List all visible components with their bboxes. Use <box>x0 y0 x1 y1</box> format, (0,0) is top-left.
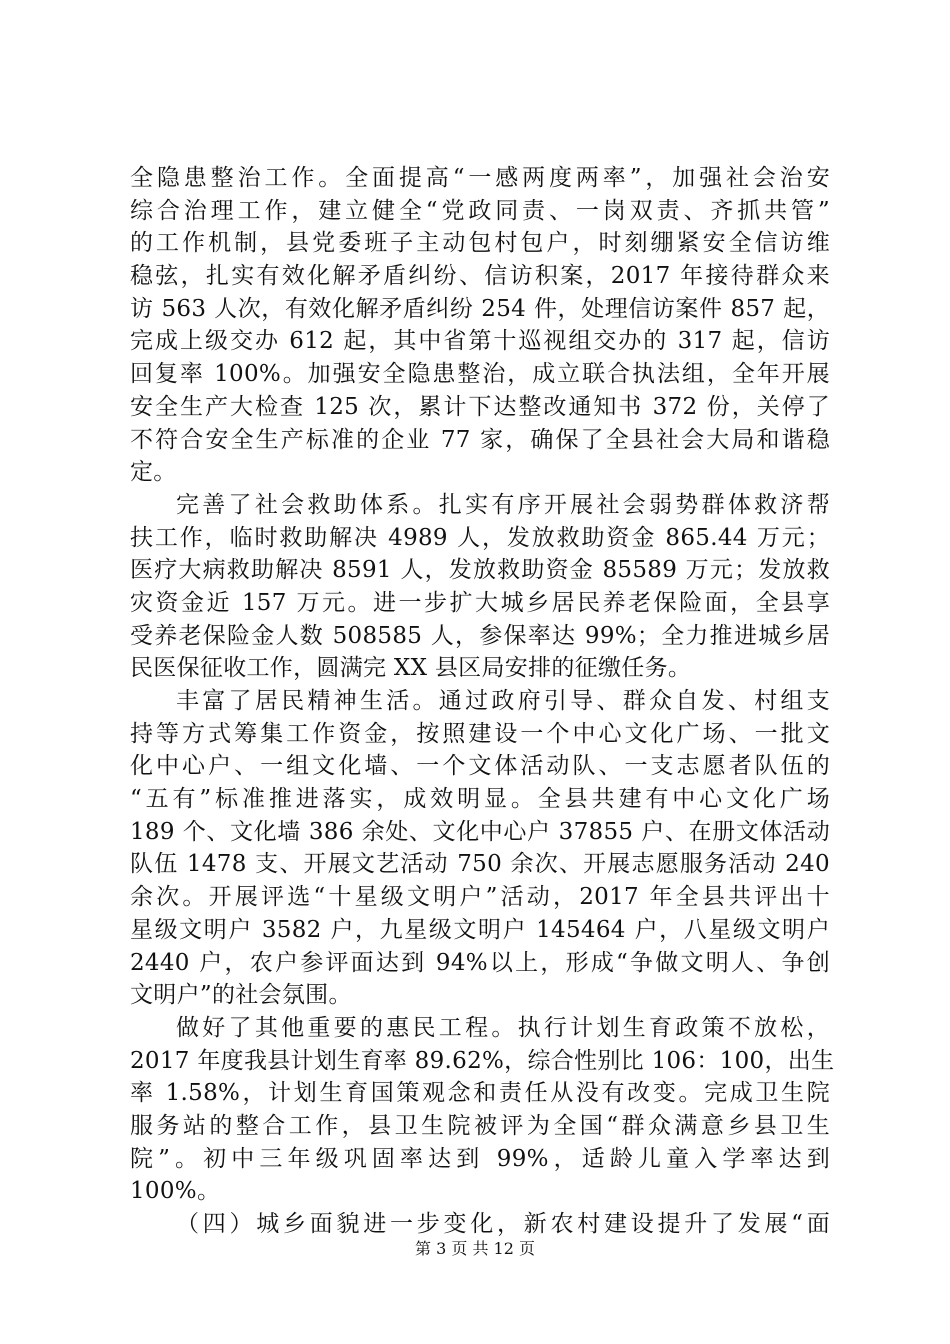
text-line: 定。 <box>130 459 177 486</box>
text-line: 服务站的整合工作，县卫生院被评为全国“群众满意乡县卫生 <box>130 1112 830 1139</box>
text-line: 完善了社会救助体系。扎实有序开展社会弱势群体救济帮 <box>176 491 830 518</box>
text-line: 受养老保险金人数 508585 人，参保率达 99%；全力推进城乡居 <box>130 622 830 649</box>
text-line: 文明户”的社会氛围。 <box>130 982 352 1009</box>
text-line: 院”。初中三年级巩固率达到 99%，适龄儿童入学率达到 <box>130 1145 830 1172</box>
text-line: 化中心户、一组文化墙、一个文体活动队、一支志愿者队伍的 <box>130 753 830 780</box>
text-line: 持等方式筹集工作资金，按照建设一个中心文化广场、一批文 <box>130 720 830 747</box>
text-line: 全隐患整治工作。全面提高“一感两度两率”，加强社会治安 <box>130 165 830 191</box>
text-line: （四）城乡面貌进一步变化，新农村建设提升了发展“面 <box>176 1211 830 1237</box>
text-line: 2440 户，农户参评面达到 94%以上，形成“争做文明人、争创 <box>130 949 830 976</box>
text-line: 率 1.58%，计划生育国策观念和责任从没有改变。完成卫生院 <box>130 1080 830 1107</box>
text-line: 余次。开展评选“十星级文明户”活动，2017 年全县共评出十 <box>130 884 830 911</box>
document-body <box>130 162 835 1241</box>
text-line: 民医保征收工作，圆满完 XX 县区局安排的征缴任务。 <box>130 655 692 682</box>
text-line: 访 563 人次，有效化解矛盾纠纷 254 件，处理信访案件 857 起， <box>130 295 830 322</box>
text-line: 189 个、文化墙 386 余处、文化中心户 37855 户、在册文体活动 <box>130 818 830 845</box>
text-line: 安全生产大检查 125 次，累计下达整改通知书 372 份，关停了 <box>130 393 830 420</box>
paragraph-social-security <box>130 162 830 489</box>
text-line: “五有”标准推进落实，成效明显。全县共建有中心文化广场 <box>130 786 830 813</box>
text-line: 扶工作，临时救助解决 4989 人，发放救助资金 865.44 万元； <box>130 524 830 551</box>
page-footer <box>0 1238 950 1260</box>
text-line: 完成上级交办 612 起，其中省第十巡视组交办的 317 起，信访 <box>130 328 830 355</box>
section-heading-four <box>130 1208 830 1241</box>
text-line: 100%。 <box>130 1178 221 1205</box>
text-line: 做好了其他重要的惠民工程。执行计划生育政策不放松， <box>176 1014 830 1041</box>
page-number: 第 3 页 共 12 页 <box>415 1239 535 1258</box>
text-line: 2017 年度我县计划生育率 89.62%，综合性别比 106：100，出生 <box>130 1047 835 1074</box>
text-line: 灾资金近 157 万元。进一步扩大城乡居民养老保险面，全县享 <box>130 589 830 616</box>
text-line: 回复率 100%。加强安全隐患整治，成立联合执法组，全年开展 <box>130 361 830 388</box>
text-line: 综合治理工作，建立健全“党政同责、一岗双责、齐抓共管” <box>130 197 830 224</box>
text-line: 不符合安全生产标准的企业 77 家，确保了全县社会大局和谐稳 <box>130 426 830 453</box>
text-line: 星级文明户 3582 户，九星级文明户 145464 户，八星级文明户 <box>130 916 830 943</box>
paragraph-social-assistance <box>130 489 830 685</box>
text-line: 队伍 1478 支、开展文艺活动 750 余次、开展志愿服务活动 240 <box>130 851 830 878</box>
text-line: 稳弦，扎实有效化解矛盾纠纷、信访积案，2017 年接待群众来 <box>130 263 830 290</box>
text-line: 丰富了居民精神生活。通过政府引导、群众自发、村组支 <box>176 688 830 714</box>
paragraph-other-projects <box>130 1012 835 1208</box>
text-line: 的工作机制，县党委班子主动包村包户，时刻绷紧安全信访维 <box>130 230 830 257</box>
paragraph-cultural-life <box>130 685 830 1012</box>
text-line: 医疗大病救助解决 8591 人，发放救助资金 85589 万元；发放救 <box>130 557 830 584</box>
